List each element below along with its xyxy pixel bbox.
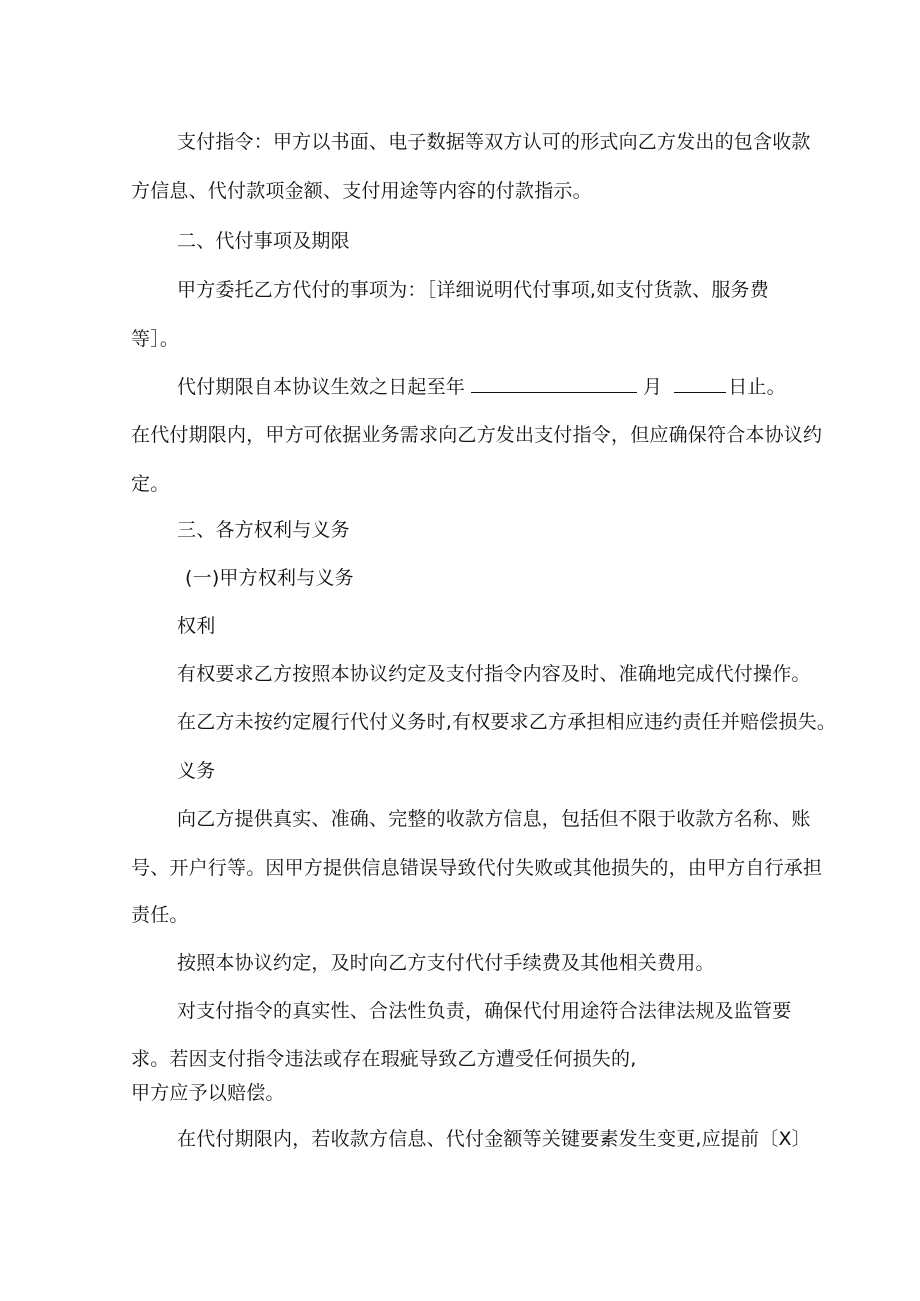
- paragraph-payment-instruction-line-1: 支付指令：甲方以书面、电子数据等双方认可的形式向乙方发出的包含收款: [177, 131, 811, 153]
- term-text-month: 月: [643, 376, 663, 398]
- duty-item-3-line-3: 甲方应予以赔偿。: [131, 1082, 285, 1104]
- paragraph-instruction-within-term-line-2: 定。: [131, 473, 170, 495]
- section-heading-3: 三、各方权利与义务: [177, 519, 350, 541]
- paragraph-term-period: [177, 374, 786, 399]
- year-blank-field: [471, 374, 637, 393]
- duty-item-2: 按照本协议约定，及时向乙方支付代付手续费及其他相关费用。: [177, 952, 715, 974]
- term-text-start: 代付期限自本协议生效之日起至年: [177, 376, 466, 398]
- right-item-2: 在乙方未按约定履行代付义务时,有权要求乙方承担相应违约责任并赔偿损失。: [177, 711, 837, 733]
- paragraph-instruction-within-term-line-1: 在代付期限内，甲方可依据业务需求向乙方发出支付指令，但应确保符合本协议约: [131, 424, 823, 446]
- subsection-heading-party-a: (一)甲方权利与义务: [185, 567, 354, 589]
- duty-item-1-line-2: 号、开户行等。因甲方提供信息错误导致代付失败或其他损失的，由甲方自行承担: [131, 857, 823, 879]
- section-heading-2: 二、代付事项及期限: [177, 230, 350, 252]
- duty-item-1-line-1: 向乙方提供真实、准确、完整的收款方信息，包括但不限于收款方名称、账: [177, 808, 811, 830]
- duties-label: 义务: [177, 760, 216, 782]
- right-item-1: 有权要求乙方按照本协议约定及支付指令内容及时、准确地完成代付操作。: [177, 663, 811, 685]
- duty-item-1-line-3: 责任。: [131, 904, 189, 926]
- duty-item-4-line-1: 在代付期限内，若收款方信息、代付金额等关键要素发生变更,应提前〔X〕: [177, 1128, 811, 1150]
- duty-item-3-line-2: 求。若因支付指令违法或存在瑕疵导致乙方遭受任何损失的,: [131, 1048, 637, 1070]
- duty-item-3-line-1: 对支付指令的真实性、合法性负责，确保代付用途符合法律法规及监管要: [177, 1000, 792, 1022]
- day-blank-field: [674, 374, 726, 393]
- paragraph-entrusted-matters-line-1: 甲方委托乙方代付的事项为：［详细说明代付事项,如支付货款、服务费: [177, 279, 769, 301]
- paragraph-entrusted-matters-line-2: 等］。: [131, 328, 180, 350]
- rights-label: 权利: [177, 615, 216, 637]
- paragraph-payment-instruction-line-2: 方信息、代付款项金额、支付用途等内容的付款指示。: [131, 180, 592, 202]
- term-text-end: 日止。: [728, 376, 786, 398]
